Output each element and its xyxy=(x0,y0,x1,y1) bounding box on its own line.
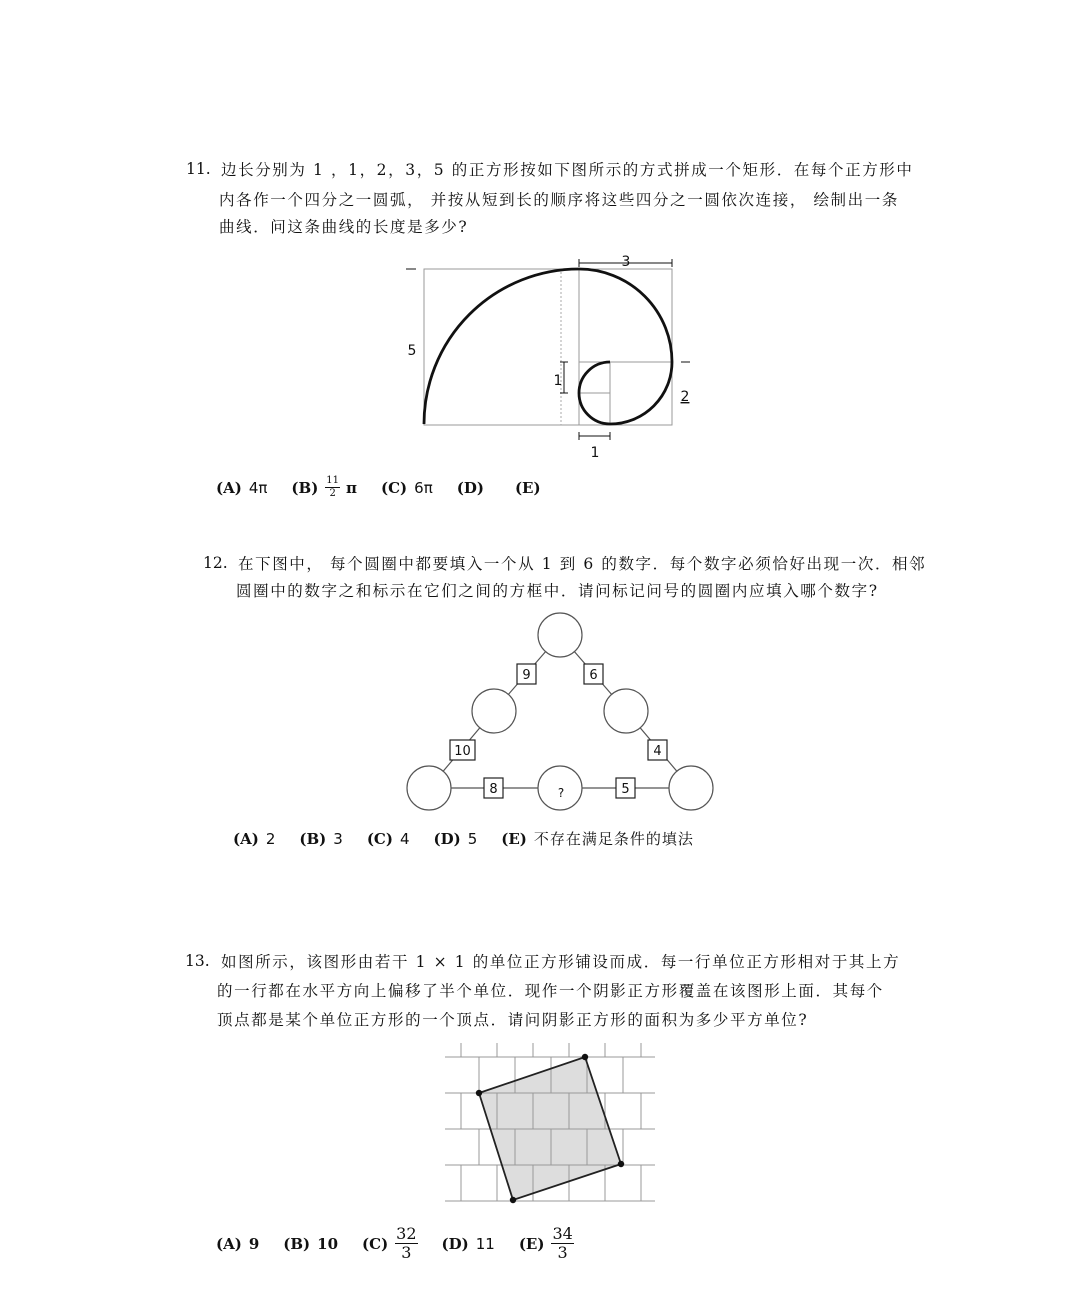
q12-circle-right-middle xyxy=(604,689,648,733)
q12-circle-bottom-left xyxy=(407,766,451,810)
q11-choice-c[interactable] xyxy=(381,479,433,497)
q13-choice-a-value: 9 xyxy=(248,1234,260,1253)
q11-label-top: 3 xyxy=(621,254,631,270)
q13-choice-e[interactable] xyxy=(519,1226,574,1261)
q11-line-3: 曲线．问这条曲线的长度是多少? xyxy=(219,218,469,236)
q11-choice-e-label: (E) xyxy=(514,478,541,497)
q11-choice-b-fraction xyxy=(325,476,340,499)
q12-box-right-upper: 6 xyxy=(589,668,598,683)
q13-choice-e-numerator: 34 xyxy=(552,1224,573,1243)
q13-choice-c-numerator: 32 xyxy=(396,1224,417,1243)
q12-triangle-figure xyxy=(400,605,720,817)
q11-label-right: 2 xyxy=(680,389,690,405)
q13-choice-e-fraction xyxy=(551,1226,573,1261)
q12-choice-e[interactable] xyxy=(501,828,694,849)
q12-box-left-lower: 10 xyxy=(454,744,471,759)
q13-vertex-top xyxy=(582,1054,588,1060)
q11-number: 11. xyxy=(186,160,211,178)
q12-choice-c[interactable] xyxy=(367,830,410,848)
q13-brick-grid-figure xyxy=(440,1040,660,1210)
q12-box-bottom-left: 8 xyxy=(489,782,498,797)
q12-line-2: 圆圈中的数字之和标示在它们之间的方框中．请问标记问号的圆圈内应填入哪个数字? xyxy=(236,582,879,600)
q12-question-mark: ? xyxy=(557,786,565,800)
q12-choice-a-label: (A) xyxy=(233,829,259,848)
q11-choice-c-label: (C) xyxy=(381,478,408,497)
q13-choice-c[interactable] xyxy=(362,1226,418,1261)
q12-box-bottom-right: 5 xyxy=(621,782,630,797)
q12-number: 12. xyxy=(203,554,228,572)
q13-choice-c-denominator: 3 xyxy=(401,1243,412,1262)
q12-circle-top xyxy=(538,613,582,657)
q11-fibonacci-spiral-figure xyxy=(395,250,695,465)
q13-choice-a-label: (A) xyxy=(216,1234,242,1253)
q13-number: 13. xyxy=(185,952,210,970)
q12-choice-c-value: 4 xyxy=(399,829,410,848)
q12-box-right-lower: 4 xyxy=(653,744,662,759)
q13-choice-c-label: (C) xyxy=(362,1234,389,1253)
q13-choice-d-value: 11 xyxy=(475,1234,495,1253)
q13-line-1: 如图所示，该图形由若干 1 × 1 的单位正方形铺设而成．每一行单位正方形相对于其上方 xyxy=(221,953,901,971)
q11-choice-e[interactable] xyxy=(515,479,548,497)
q13-choice-d-label: (D) xyxy=(441,1234,469,1253)
q11-choice-b-pi: π xyxy=(346,478,358,497)
q12-choice-e-label: (E) xyxy=(501,829,527,848)
q11-choice-a-label: (A) xyxy=(216,478,242,497)
q13-vertex-bottom xyxy=(510,1197,516,1203)
q11-choice-a[interactable] xyxy=(216,479,267,497)
q13-vertex-left xyxy=(476,1090,482,1096)
q12-choice-b[interactable] xyxy=(299,830,342,848)
q12-choice-e-value: 不存在满足条件的填法 xyxy=(533,830,694,848)
q11-label-left: 5 xyxy=(407,343,417,359)
q12-choice-d-label: (D) xyxy=(433,829,461,848)
q12-line-1: 在下图中， 每个圆圈中都要填入一个从 1 到 6 的数字．每个数字必须恰好出现一次．相邻 xyxy=(238,555,927,573)
q11-label-small: 1 xyxy=(553,373,563,389)
q11-choice-d-label: (D) xyxy=(456,478,484,497)
q11-choice-b-numerator: 11 xyxy=(326,475,340,486)
q12-box-left-upper: 9 xyxy=(522,668,531,683)
q11-choice-b[interactable] xyxy=(291,476,357,499)
q13-choice-e-label: (E) xyxy=(518,1234,545,1253)
q13-choice-b-label: (B) xyxy=(283,1234,311,1253)
q12-choice-a[interactable] xyxy=(233,830,275,848)
q12-circle-left-middle xyxy=(472,689,516,733)
q11-choice-c-value: 6π xyxy=(414,478,433,497)
q12-choices xyxy=(233,828,718,849)
q13-line-2: 的一行都在水平方向上偏移了半个单位．现作一个阴影正方形覆盖在该图形上面．其每个 xyxy=(217,982,884,1000)
q13-vertex-right xyxy=(618,1161,624,1167)
q12-choice-d-value: 5 xyxy=(467,829,478,848)
q11-choice-d[interactable] xyxy=(457,479,491,497)
q12-choice-b-value: 3 xyxy=(333,829,343,848)
q12-circle-bottom-right xyxy=(669,766,713,810)
q12-choice-c-label: (C) xyxy=(366,829,393,848)
q11-label-bottom: 1 xyxy=(590,445,600,461)
q13-choice-c-fraction xyxy=(395,1226,417,1261)
q13-choice-b[interactable] xyxy=(283,1235,338,1253)
q13-choices xyxy=(216,1226,598,1261)
q12-choice-b-label: (B) xyxy=(299,829,327,848)
q11-choice-a-value: 4π xyxy=(248,478,268,497)
q13-choice-d[interactable] xyxy=(442,1235,495,1253)
q11-choice-b-label: (B) xyxy=(291,478,319,497)
q12-choice-a-value: 2 xyxy=(265,829,276,848)
q11-choice-b-denominator: 2 xyxy=(329,488,336,499)
q13-line-3: 顶点都是某个单位正方形的一个顶点．请问阴影正方形的面积为多少平方单位? xyxy=(217,1011,809,1029)
q13-choice-a[interactable] xyxy=(216,1235,259,1253)
q13-choice-e-denominator: 3 xyxy=(557,1243,568,1262)
q12-choice-d[interactable] xyxy=(434,830,478,848)
q11-line-2: 内各作一个四分之一圆弧， 并按从短到长的顺序将这些四分之一圆依次连接， 绘制出一条 xyxy=(219,191,899,209)
q11-line-1: 边长分别为 1 ，1，2，3，5 的正方形按如下图所示的方式拼成一个矩形．在每个正方形中 xyxy=(221,161,914,179)
q13-choice-b-value: 10 xyxy=(317,1234,339,1253)
q11-choices xyxy=(216,476,572,499)
